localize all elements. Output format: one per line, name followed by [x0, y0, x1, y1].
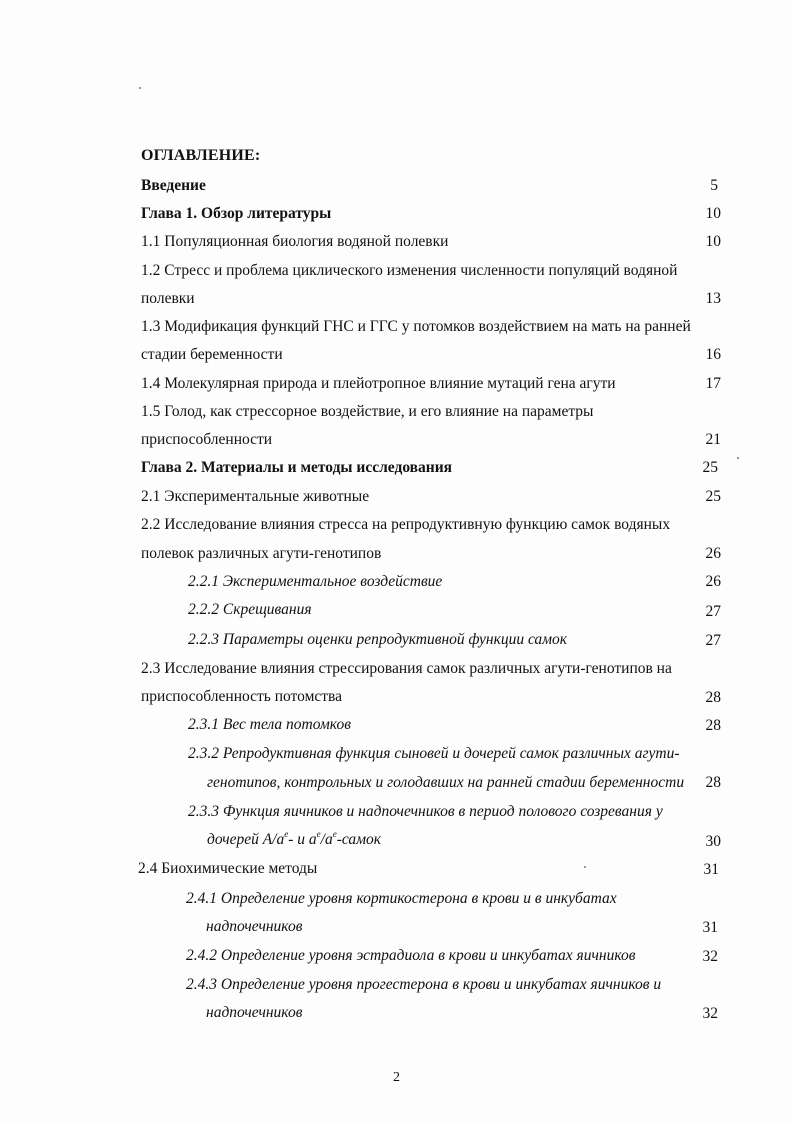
text-run: /a [320, 831, 333, 848]
text-run: - и a [288, 831, 317, 848]
toc-entry-page: 27 [705, 632, 721, 649]
toc-entry-title: 1.1 Популяционная биология водяной полевки [141, 233, 449, 250]
toc-entry-title-cont: приспособленность потомства [141, 688, 343, 705]
scan-speck [139, 87, 141, 89]
toc-entry-title: 2.4.2 Определение уровня эстрадиола в крови и инкубатах яичников [186, 947, 636, 964]
toc-entry-page: 13 [705, 290, 721, 307]
toc-entry-title-cont: стадии беременности [141, 346, 283, 363]
toc-entry-page: 31 [702, 919, 718, 936]
toc-entry-page: 32 [702, 1005, 718, 1022]
toc-entry-page: 21 [705, 431, 721, 448]
toc-entry-page: 25 [702, 459, 718, 476]
toc-entry-page: 26 [705, 545, 721, 562]
toc-entry-title-cont: надпочечников [206, 1004, 303, 1021]
scan-speck [584, 866, 586, 868]
toc-entry-title: Глава 2. Материалы и методы исследования [141, 459, 453, 476]
toc-entry-title-cont: полевки [141, 290, 195, 307]
text-run: -самок [336, 831, 382, 848]
superscript: e [316, 828, 321, 839]
toc-entry-page: 28 [705, 774, 721, 791]
toc-entry-page: 10 [705, 233, 721, 250]
toc-entry-page: 25 [705, 488, 721, 505]
superscript: e [284, 828, 289, 839]
toc-entry-title: 2.4 Биохимические методы [138, 860, 318, 877]
toc-entry-title: 1.5 Голод, как стрессорное воздействие, и его влияние на параметры [141, 403, 594, 420]
toc-entry-page: 32 [702, 948, 718, 965]
toc-entry-title: 2.2.1 Экспериментальное воздействие [188, 573, 443, 590]
superscript: e [332, 828, 337, 839]
page-number: 2 [393, 1070, 400, 1085]
toc-entry-title: 2.3.2 Репродуктивная функция сыновей и дочерей самок различных агути- [188, 745, 680, 762]
toc-entry-title: 2.3 Исследование влияния стрессирования самок различных агути-генотипов на [141, 660, 672, 677]
scan-speck [737, 457, 739, 459]
toc-entry-title: 2.2 Исследование влияния стресса на репродуктивную функцию самок водяных [141, 516, 671, 533]
toc-entry-title: Введение [141, 177, 206, 194]
toc-entry-page: 27 [705, 603, 721, 620]
toc-entry-title: 2.3.1 Вес тела потомков [188, 716, 351, 733]
toc-entry-title: 2.2.2 Скрещивания [188, 601, 312, 618]
toc-entry-title: Глава 1. Обзор литературы [141, 205, 332, 222]
toc-entry-page: 30 [705, 833, 721, 850]
toc-entry-title: 2.3.3 Функция яичников и надпочечников в период полового созревания у [188, 803, 663, 820]
toc-entry-page: 17 [705, 375, 721, 392]
toc-entry-page: 16 [705, 346, 721, 363]
toc-entry-title: 1.2 Стресс и проблема циклического изменения численности популяций водяной [141, 262, 678, 279]
toc-entry-title: 2.4.1 Определение уровня кортикостерона в крови и в инкубатах [186, 890, 617, 907]
toc-entry-title-cont [207, 828, 382, 849]
toc-entry-title: 2.2.3 Параметры оценки репродуктивной функции самок [188, 631, 568, 648]
toc-heading: ОГЛАВЛЕНИЕ: [141, 147, 261, 164]
toc-entry-page: 26 [705, 573, 721, 590]
toc-entry-title: 1.3 Модификация функций ГНС и ГГС у потомков воздействием на мать на ранней [141, 318, 691, 335]
toc-entry-page: 5 [710, 177, 718, 194]
toc-entry-page: 10 [705, 205, 721, 222]
toc-entry-title: 2.1 Экспериментальные животные [141, 488, 370, 505]
text-run: дочерей A/a [207, 831, 285, 848]
toc-entry-page: 31 [703, 861, 719, 878]
toc-entry-title-cont: приспособленности [141, 431, 273, 448]
toc-entry-page: 28 [705, 689, 721, 706]
toc-entry-title: 1.4 Молекулярная природа и плейотропное влияние мутаций гена агути [141, 375, 616, 392]
toc-entry-title-cont: генотипов, контрольных и голодавших на ранней стадии беременности [207, 774, 685, 791]
toc-entry-title-cont: полевок различных агути-генотипов [141, 545, 382, 562]
toc-entry-title-cont: надпочечников [206, 918, 303, 935]
toc-entry-title: 2.4.3 Определение уровня прогестерона в крови и инкубатах яичников и [186, 976, 662, 993]
toc-entry-page: 28 [705, 717, 721, 734]
